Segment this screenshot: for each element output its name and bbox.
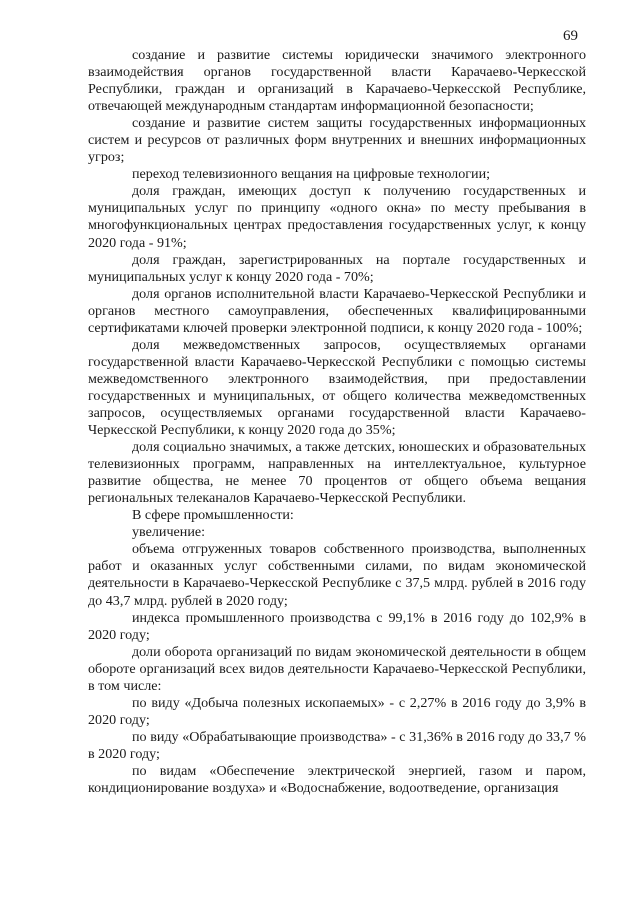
paragraph: доля граждан, зарегистрированных на портале государственных и муниципальных услуг к концу 2020 года - 70%; <box>88 251 586 285</box>
paragraph: доли оборота организаций по видам экономической деятельности в общем обороте организаций всех видов деятельности Карачаево-Черкесской Республики, в том числе: <box>88 643 586 694</box>
paragraph: доля органов исполнительной власти Карачаево-Черкесской Республики и органов местного самоуправления, обеспеченных квалифицированными сертификатами ключей проверки электронной подписи, к концу 2020 года - 100%; <box>88 285 586 336</box>
paragraph: доля граждан, имеющих доступ к получению государственных и муниципальных услуг по принципу «одного окна» по месту пребывания в многофункциональных центрах предоставления государственных услуг, к концу 2020 года - 91%; <box>88 183 586 251</box>
paragraph: по виду «Обрабатывающие производства» - с 31,36% в 2016 году до 33,7 % в 2020 году; <box>88 728 586 762</box>
section-heading: В сфере промышленности: <box>132 507 294 524</box>
page-body <box>88 47 586 797</box>
paragraph: по видам «Обеспечение электрической энергией, газом и паром, кондиционирование воздуха» и «Водоснабжение, водоотведение, организация <box>88 762 586 797</box>
paragraph: увеличение: <box>132 524 206 541</box>
paragraph: объема отгруженных товаров собственного производства, выполненных работ и оказанных услуг собственными силами, по видам экономической деятельности в Карачаево-Черкесской Республике с 37,5 млрд. рублей в 2016 году до 43,7 млрд. рублей в 2020 году; <box>88 541 586 609</box>
paragraph: создание и развитие систем защиты государственных информационных систем и ресурсов от различных форм внутренних и внешних информационных угроз; <box>88 115 586 166</box>
paragraph: переход телевизионного вещания на цифровые технологии; <box>132 166 491 183</box>
paragraph: создание и развитие системы юридически значимого электронного взаимодействия органов государственной власти Карачаево-Черкесской Республики, граждан и организаций в Карачаево-Черкесской Республике, отвечающей международным стандартам информационной безопасности; <box>88 47 586 115</box>
paragraph: доля межведомственных запросов, осуществляемых органами государственной власти Карачаево-Черкесской Республики с помощью системы межведомственного электронного взаимодействия, при предоставлении государственных и муниципальных, от общего количества межведомственных запросов, осуществляемых органами государственной власти Карачаево-Черкесской Республики, к концу 2020 года до 35%; <box>88 336 586 439</box>
paragraph: по виду «Добыча полезных ископаемых» - с 2,27% в 2016 году до 3,9% в 2020 году; <box>88 694 586 728</box>
paragraph: индекса промышленного производства с 99,1% в 2016 году до 102,9% в 2020 году; <box>88 609 586 643</box>
page-number: 69 <box>563 28 578 44</box>
paragraph: доля социально значимых, а также детских, юношеских и образовательных телевизионных программ, направленных на интеллектуальное, культурное развитие общества, не менее 70 процентов от общего объема вещания региональных телеканалов Карачаево-Черкесской Республики. <box>88 439 586 507</box>
